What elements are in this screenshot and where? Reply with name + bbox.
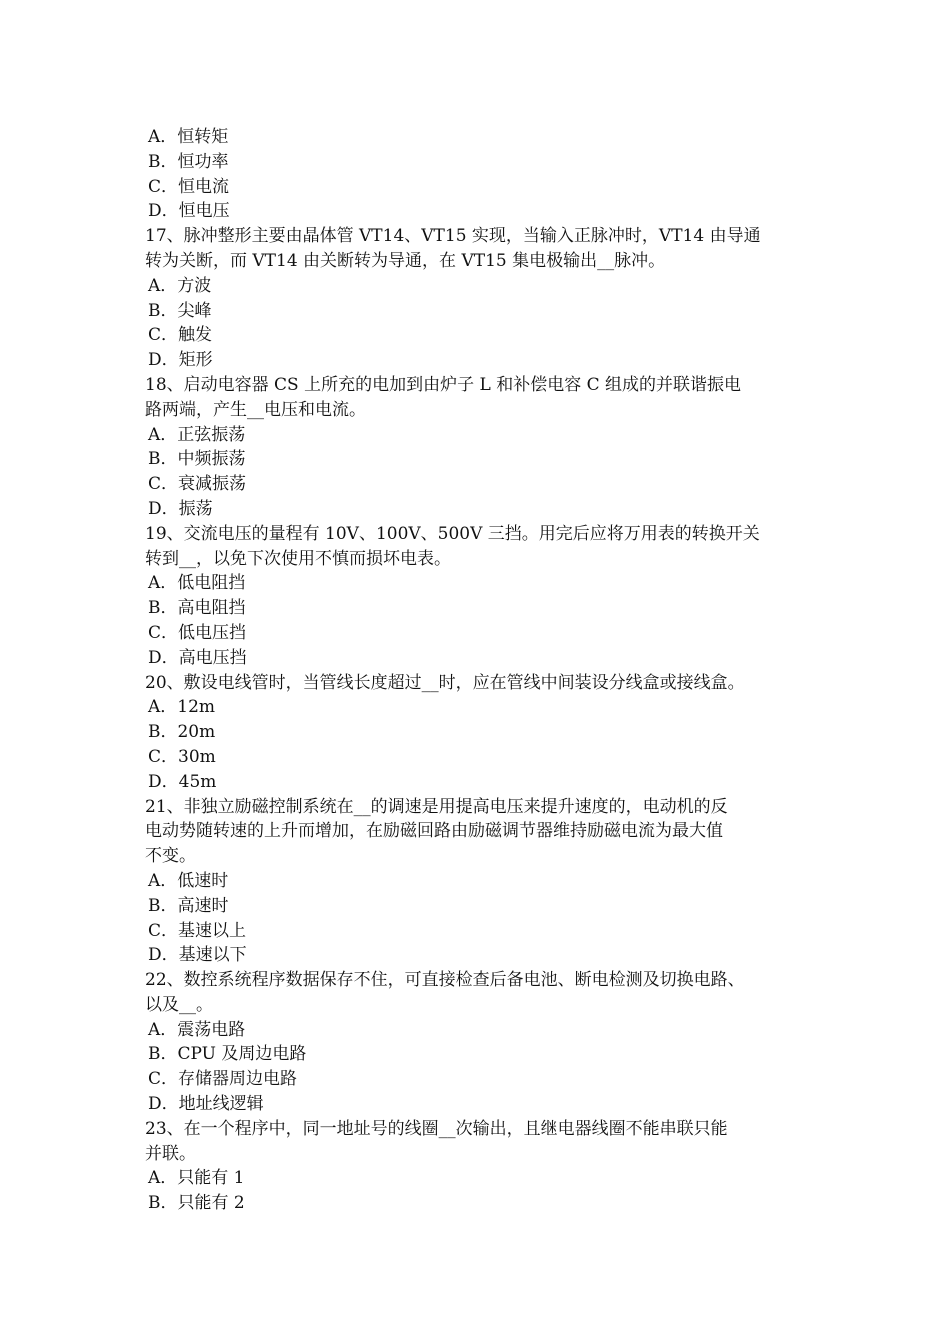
question-19-line-1: 19、交流电压的量程有 10V、100V、500V 三挡。用完后应将万用表的转换开关: [145, 523, 760, 544]
q18-option-b: B．中频振荡: [148, 449, 246, 470]
q19-option-a: A．低电阻挡: [148, 573, 246, 594]
q21-option-d: D．基速以下: [148, 945, 247, 966]
q20-option-a: A．12m: [148, 697, 216, 718]
q19-option-d: D．高电压挡: [148, 647, 247, 668]
q20-option-d: D．45m: [148, 771, 217, 792]
question-18-stem: [145, 373, 825, 423]
q21-option-a: A．低速时: [148, 870, 229, 891]
q18-option-a: A．正弦振荡: [148, 424, 246, 445]
q22-option-c: C．存储器周边电路: [148, 1069, 298, 1090]
q18-option-c: C．衰减振荡: [148, 474, 247, 495]
q19-option-c: C．低电压挡: [148, 622, 247, 643]
question-19-stem: [145, 522, 825, 572]
question-17-line-2: 转为关断，而 VT14 由关断转为导通，在 VT15 集电极输出__脉冲。: [145, 250, 666, 271]
question-19-line-2: 转到__，以免下次使用不慎而损坏电表。: [145, 548, 451, 569]
q21-option-b: B．高速时: [148, 895, 229, 916]
q17-option-b: B．尖峰: [148, 300, 212, 321]
q20-option-c: C．30m: [148, 746, 216, 767]
question-23-stem: [145, 1117, 825, 1167]
q17-option-c: C．触发: [148, 325, 213, 346]
q21-option-c: C．基速以上: [148, 920, 247, 941]
q19-option-b: B．高电阻挡: [148, 598, 246, 619]
q22-option-d: D．地址线逻辑: [148, 1094, 264, 1115]
question-21-line-1: 21、非独立励磁控制系统在__的调速是用提高电压来提升速度的，电动机的反: [145, 796, 728, 817]
q20-option-b: B．20m: [148, 722, 216, 743]
q16-option-c: C．恒电流: [148, 176, 230, 197]
question-18-line-1: 18、启动电容器 CS 上所充的电加到由炉子 L 和补偿电容 C 组成的并联谐振电: [145, 374, 742, 395]
question-23-line-1: 23、在一个程序中，同一地址号的线圈__次输出，且继电器线圈不能串联只能: [145, 1118, 728, 1139]
question-23-line-2: 并联。: [145, 1143, 196, 1164]
question-20-stem: [145, 671, 825, 696]
q16-option-b: B．恒功率: [148, 151, 229, 172]
question-21-line-3: 不变。: [145, 846, 196, 867]
q23-option-b: B．只能有 2: [148, 1193, 245, 1214]
q22-option-a: A．震荡电路: [148, 1019, 246, 1040]
question-17-line-1: 17、脉冲整形主要由晶体管 VT14、VT15 实现，当输入正脉冲时，VT14 由导通: [145, 226, 761, 247]
question-22-stem: [145, 968, 825, 1018]
question-list: [145, 125, 825, 1216]
q22-option-b: B．CPU 及周边电路: [148, 1044, 307, 1065]
question-20-line-1: 20、敷设电线管时，当管线长度超过__时，应在管线中间装设分线盒或接线盒。: [145, 672, 745, 693]
q17-option-d: D．矩形: [148, 350, 213, 371]
question-22-line-1: 22、数控系统程序数据保存不住，可直接检查后备电池、断电检测及切换电路、: [145, 970, 745, 991]
q18-option-d: D．振荡: [148, 498, 213, 519]
question-18-line-2: 路两端，产生__电压和电流。: [145, 399, 366, 420]
question-22-line-2: 以及__。: [145, 994, 213, 1015]
q17-option-a: A．方波: [148, 275, 212, 296]
q16-option-a: A．恒转矩: [148, 127, 229, 147]
question-21-line-2: 电动势随转速的上升而增加，在励磁回路由励磁调节器维持励磁电流为最大值: [145, 821, 723, 842]
question-17-stem: [145, 224, 825, 274]
q23-option-a: A．只能有 1: [148, 1168, 245, 1189]
question-21-stem: [145, 795, 825, 869]
q16-option-d: D．恒电压: [148, 201, 230, 222]
